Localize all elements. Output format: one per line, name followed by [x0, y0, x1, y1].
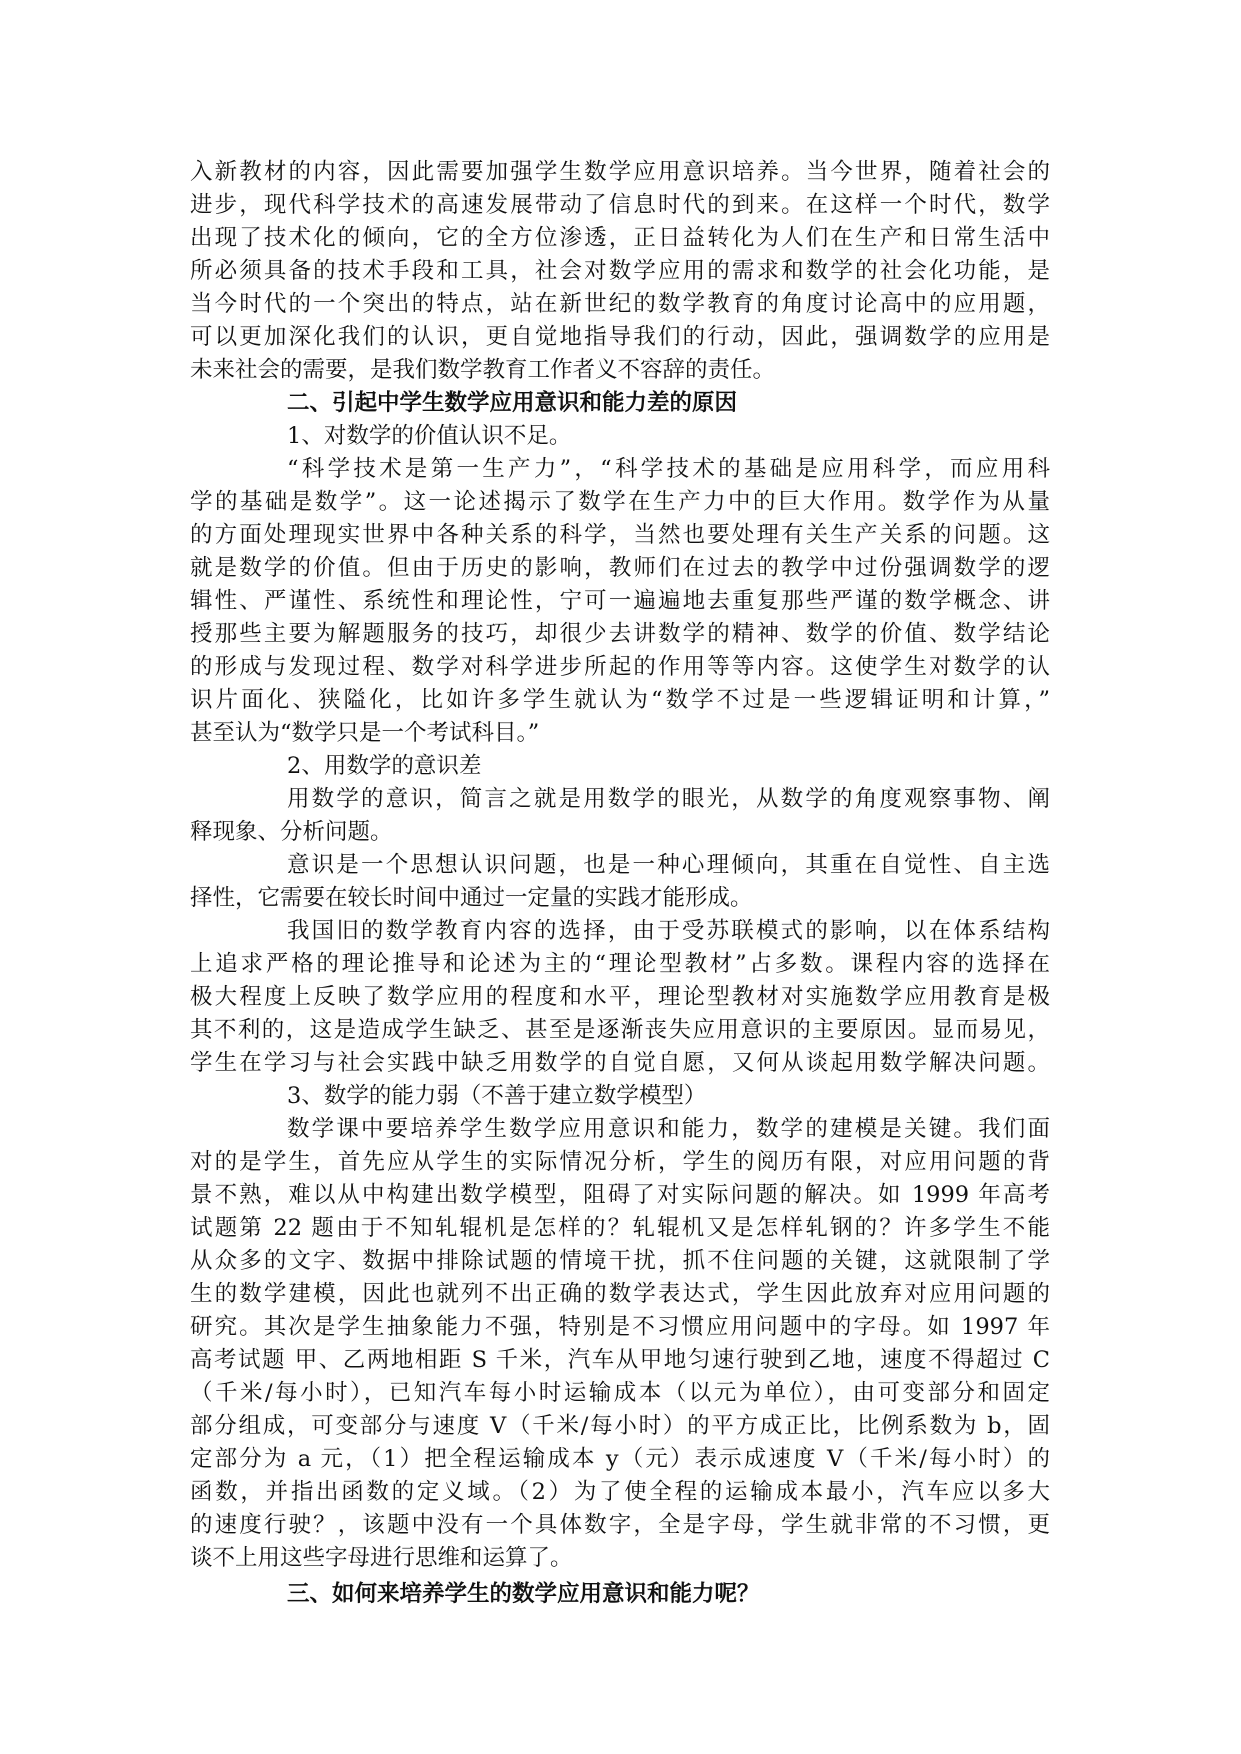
paragraph-line: 研究。其次是学生抽象能力不强，特别是不习惯应用问题中的字母。如 1997 年 [190, 1314, 1050, 1340]
paragraph-line: 的速度行驶？，该题中没有一个具体数字，全是字母，学生就非常的不习惯，更 [190, 1512, 1050, 1538]
paragraph-line: 其不利的，这是造成学生缺乏、甚至是逐渐丧失应用意识的主要原因。显而易见， [190, 1017, 1050, 1043]
paragraph-line: 未来社会的需要，是我们数学教育工作者义不容辞的责任。 [190, 357, 776, 383]
paragraph-line: 意识是一个思想认识问题，也是一种心理倾向，其重在自觉性、自主选 [287, 852, 1050, 878]
paragraph-line: 部分组成，可变部分与速度 V（千米/每小时）的平方成正比，比例系数为 b，固 [190, 1413, 1050, 1439]
paragraph-line: 所必须具备的技术手段和工具，社会对数学应用的需求和数学的社会化功能，是 [190, 258, 1050, 284]
paragraph-line: 可以更加深化我们的认识，更自觉地指导我们的行动，因此，强调数学的应用是 [190, 324, 1050, 350]
paragraph-line: 授那些主要为解题服务的技巧，却很少去讲数学的精神、数学的价值、数学结论 [190, 621, 1050, 647]
paragraph-line: 极大程度上反映了数学应用的程度和水平，理论型教材对实施数学应用教育是极 [190, 984, 1050, 1010]
paragraph-line: 甚至认为“数学只是一个考试科目。” [190, 720, 540, 746]
paragraph-line: 进步，现代科学技术的高速发展带动了信息时代的到来。在这样一个时代，数学 [190, 192, 1050, 218]
paragraph-line: 用数学的意识，简言之就是用数学的眼光，从数学的角度观察事物、阐 [287, 786, 1050, 812]
paragraph-line: 就是数学的价值。但由于历史的影响，教师们在过去的教学中过份强调数学的逻 [190, 555, 1050, 581]
paragraph-line: 当今时代的一个突出的特点，站在新世纪的数学教育的角度讨论高中的应用题， [190, 291, 1050, 317]
paragraph-line: 谈不上用这些字母进行思维和运算了。 [190, 1545, 573, 1571]
paragraph-line: 试题第 22 题由于不知轧辊机是怎样的？轧辊机又是怎样轧钢的？许多学生不能 [190, 1215, 1050, 1241]
section-heading: 二、引起中学生数学应用意识和能力差的原因 [287, 390, 738, 416]
section-heading: 三、如何来培养学生的数学应用意识和能力呢？ [287, 1581, 760, 1607]
paragraph-line: 释现象、分析问题。 [190, 819, 393, 845]
paragraph-line: 择性，它需要在较长时间中通过一定量的实践才能形成。 [190, 885, 753, 911]
subheading: 2、用数学的意识差 [287, 753, 482, 779]
paragraph-line: 定部分为 a 元，（1）把全程运输成本 y（元）表示成速度 V（千米/每小时）的 [190, 1446, 1050, 1472]
paragraph-line: 的方面处理现实世界中各种关系的科学，当然也要处理有关生产关系的问题。这 [190, 522, 1050, 548]
paragraph-line: 的形成与发现过程、数学对科学进步所起的作用等等内容。这使学生对数学的认 [190, 654, 1050, 680]
paragraph-line: 入新教材的内容，因此需要加强学生数学应用意识培养。当今世界，随着社会的 [190, 159, 1050, 185]
paragraph-line: 景不熟，难以从中构建出数学模型，阻碍了对实际问题的解决。如 1999 年高考 [190, 1182, 1050, 1208]
paragraph-line: 学的基础是数学”。这一论述揭示了数学在生产力中的巨大作用。数学作为从量 [190, 489, 1050, 515]
paragraph-line: 从众多的文字、数据中排除试题的情境干扰，抓不住问题的关键，这就限制了学 [190, 1248, 1050, 1274]
paragraph-line: 高考试题 甲、乙两地相距 S 千米，汽车从甲地匀速行驶到乙地，速度不得超过 C [190, 1347, 1050, 1373]
paragraph-line: 生的数学建模，因此也就列不出正确的数学表达式，学生因此放弃对应用问题的 [190, 1281, 1050, 1307]
paragraph-line: （千米/每小时），已知汽车每小时运输成本（以元为单位），由可变部分和固定 [190, 1380, 1050, 1406]
paragraph-line: 数学课中要培养学生数学应用意识和能力，数学的建模是关键。我们面 [287, 1116, 1050, 1142]
paragraph-line: 我国旧的数学教育内容的选择，由于受苏联模式的影响，以在体系结构 [287, 918, 1050, 944]
subheading: 3、数学的能力弱（不善于建立数学模型） [287, 1083, 707, 1109]
paragraph-line: “科学技术是第一生产力”，“科学技术的基础是应用科学，而应用科 [287, 456, 1050, 482]
paragraph-line: 辑性、严谨性、系统性和理论性，宁可一遍遍地去重复那些严谨的数学概念、讲 [190, 588, 1050, 614]
subheading: 1、对数学的价值认识不足。 [287, 423, 572, 449]
paragraph-line: 上追求严格的理论推导和论述为主的“理论型教材”占多数。课程内容的选择在 [190, 951, 1050, 977]
paragraph-line: 出现了技术化的倾向，它的全方位渗透，正日益转化为人们在生产和日常生活中 [190, 225, 1050, 251]
paragraph-line: 函数，并指出函数的定义域。（2）为了使全程的运输成本最小，汽车应以多大 [190, 1479, 1050, 1505]
paragraph-line: 识片面化、狭隘化，比如许多学生就认为“数学不过是一些逻辑证明和计算，” [190, 687, 1050, 713]
paragraph-line: 对的是学生，首先应从学生的实际情况分析，学生的阅历有限，对应用问题的背 [190, 1149, 1050, 1175]
paragraph-line: 学生在学习与社会实践中缺乏用数学的自觉自愿，又何从谈起用数学解决问题。 [190, 1050, 1050, 1076]
